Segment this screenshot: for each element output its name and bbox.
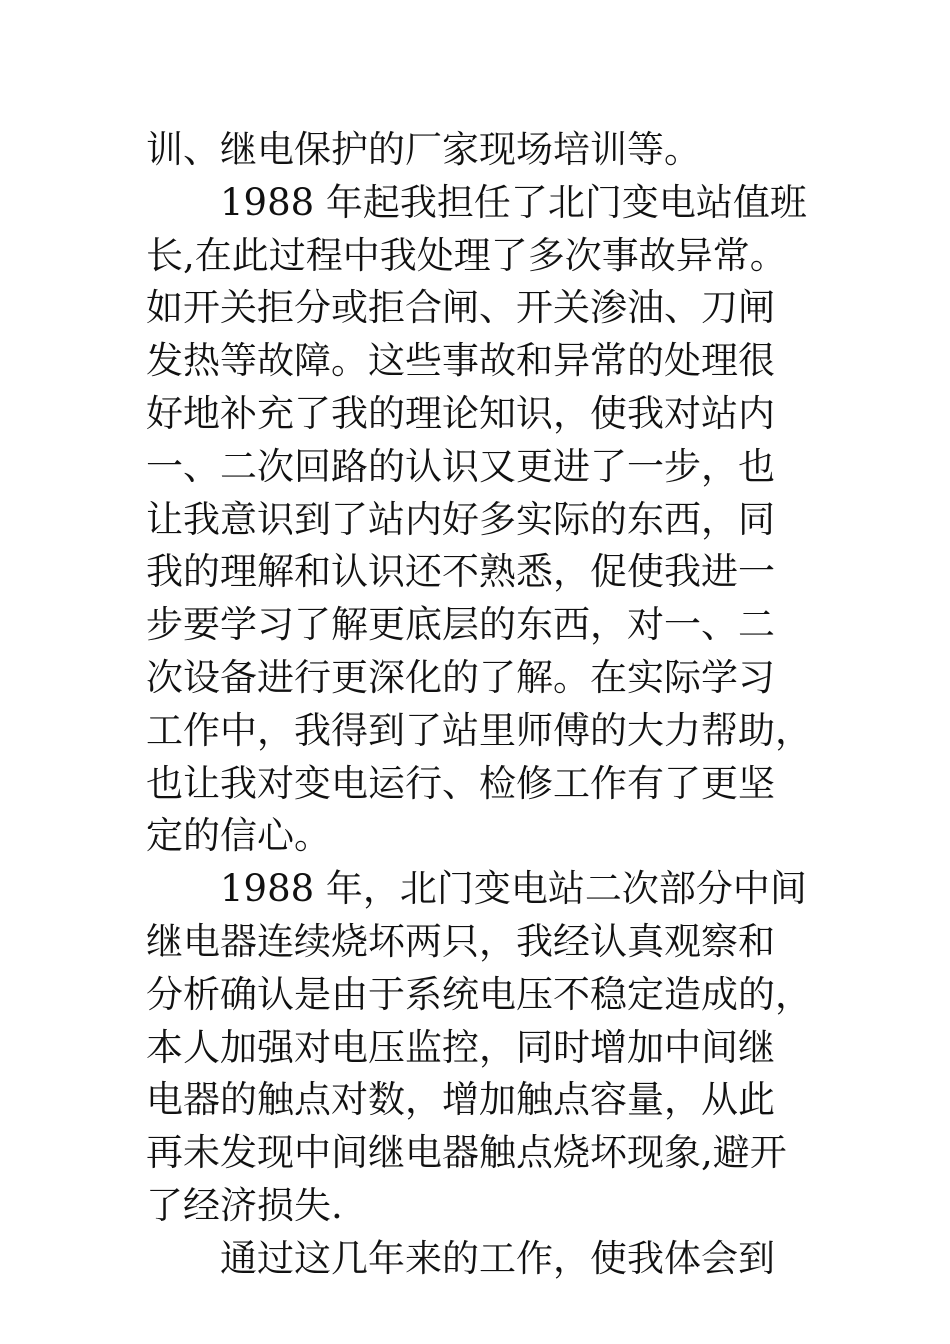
text-line: 次设备进行更深化的了解。在实际学习 [146,655,775,699]
text-line: 也让我对变电运行、检修工作有了更坚 [146,761,775,805]
text-line: 电器的触点对数，增加触点容量，从此 [146,1078,775,1122]
text-line: 分析确认是由于系统电压不稳定造成的， [146,972,812,1016]
text-line: 工作中，我得到了站里师傅的大力帮助， [146,708,812,752]
text-line: 让我意识到了站内好多实际的东西，同 [146,497,775,541]
text-line: 训、继电保护的厂家现场培训等。 [146,128,701,171]
text-line: 发热等故障。这些事故和异常的处理很 [146,339,775,383]
text-line: 了经济损失. [146,1183,343,1227]
paragraph-start-line: 1988 年，北门变电站二次部分中间 [220,867,807,911]
text-line: 如开关拒分或拒合闸、开关渗油、刀闸 [146,286,775,330]
paragraph-start-line: 通过这几年来的工作，使我体会到 [220,1236,775,1280]
paragraph-start-line: 1988 年起我担任了北门变电站值班 [220,180,807,224]
text-line: 长,在此过程中我处理了多次事故异常。 [146,233,787,277]
text-line: 步要学习了解更底层的东西，对一、二 [146,603,775,647]
text-line: 本人加强对电压监控，同时增加中间继 [146,1025,775,1069]
text-line: 我的理解和认识还不熟悉，促使我进一 [146,550,775,594]
text-line: 再未发现中间继电器触点烧坏现象,避开 [146,1131,787,1175]
text-line: 好地补充了我的理论知识，使我对站内 [146,391,775,435]
text-line: 定的信心。 [146,814,331,858]
body-text [146,124,826,1286]
text-line: 继电器连续烧坏两只，我经认真观察和 [146,919,775,963]
text-line: 一、二次回路的认识又更进了一步，也 [146,444,775,488]
